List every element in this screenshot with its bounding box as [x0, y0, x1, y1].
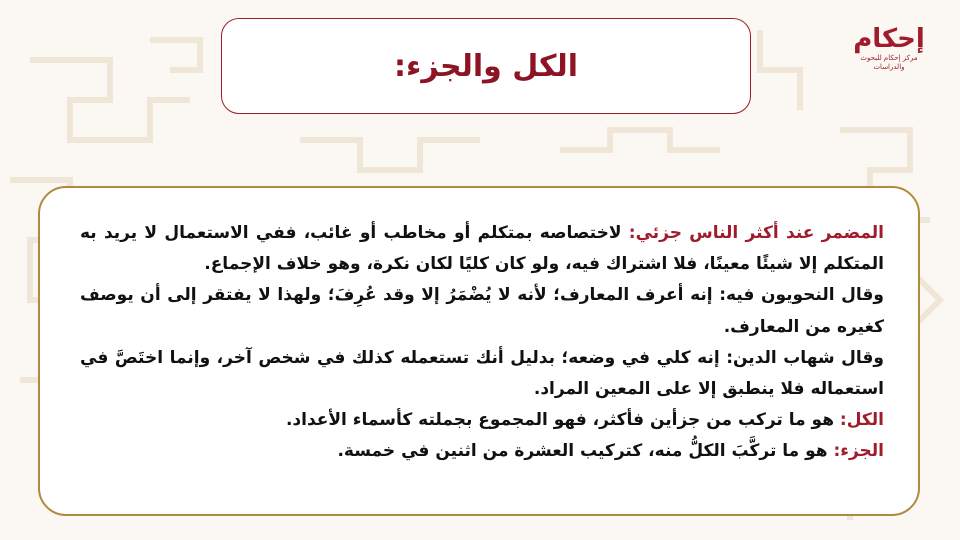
- paragraph-text: لاختصاصه بمتكلم أو مخاطب أو غائب، ففي الاستعمال لا يريد به المتكلم إلا شيئًا معينًا، فلا اشتراك فيه، ولو كان كليًا لكان نكرة، وهو خلاف الإجماع.: [80, 223, 884, 275]
- paragraph-pronoun: [80, 218, 884, 280]
- paragraph-shihab: [80, 343, 884, 405]
- content-text: [80, 218, 884, 468]
- paragraph-part: [80, 436, 884, 467]
- title-box: [221, 18, 751, 114]
- paragraph-text: هو ما تركب من جزأين فأكثر، فهو المجموع بجملته كأسماء الأعداد.: [285, 410, 840, 431]
- term-label: المضمر عند أكثر الناس جزئي:: [628, 223, 884, 243]
- term-label: الكل:: [839, 410, 884, 431]
- paragraph-whole: [80, 405, 884, 436]
- logo-subtitle: مركز إحكام للبحوث والدراسات: [860, 54, 918, 71]
- content-box: [38, 186, 920, 516]
- paragraph-grammarians: [80, 280, 884, 342]
- brand-logo: [846, 24, 932, 94]
- slide-title: الكل والجزء:: [393, 48, 579, 84]
- term-label: الجزء:: [833, 441, 884, 462]
- paragraph-text: هو ما تركَّبَ الكلُّ منه، كتركيب العشرة من اثنين في خمسة.: [337, 441, 834, 462]
- logo-name: إحكام: [853, 24, 925, 54]
- paragraph-text: وقال النحويون فيه: إنه أعرف المعارف؛ لأنه لا يُضْمَرُ إلا وقد عُرِفَ؛ ولهذا لا يفتقر إلى أن يوصف كغيره من المعارف.: [80, 285, 884, 337]
- paragraph-text: وقال شهاب الدين: إنه كلي في وضعه؛ بدليل أنك تستعمله كذلك في شخص آخر، وإنما اختَصَّ في استعماله فلا ينطبق إلا على المعين المراد.: [80, 347, 884, 400]
